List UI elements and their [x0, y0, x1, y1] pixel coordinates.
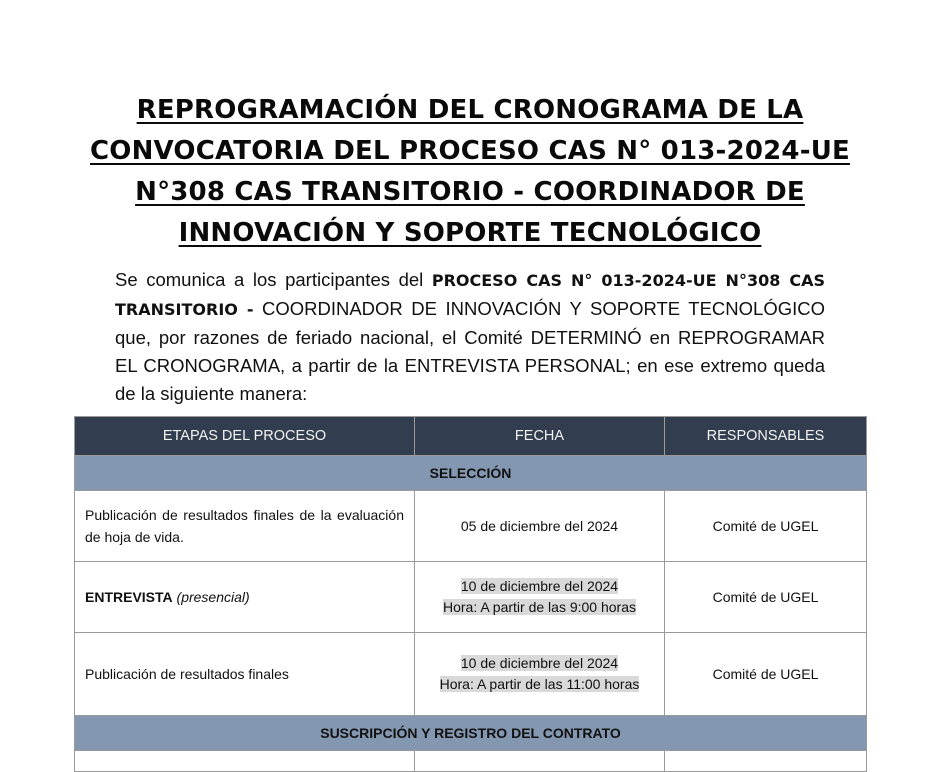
time-text: Hora: A partir de las 9:00 horas: [443, 599, 636, 615]
header-etapas: ETAPAS DEL PROCESO: [75, 417, 415, 456]
date-cell: [415, 751, 665, 772]
section-seleccion: SELECCIÓN: [75, 456, 867, 491]
intro-text-end: COORDINADOR DE INNOVACIÓN Y SOPORTE TECNOLÓGICO que, por razones de feriado nacional, el Comité DETERMINÓ en REPROGRAMAR EL CRONOGRAMA, a partir de la ENTREVISTA PERSONAL; en ese extremo queda de la siguiente manera:: [115, 298, 826, 404]
table-row: [75, 751, 867, 772]
stage-cell: Publicación de resultados finales: [75, 633, 415, 716]
header-responsables: RESPONSABLES: [665, 417, 867, 456]
intro-paragraph: [115, 266, 825, 408]
table-row: [75, 633, 867, 716]
responsible-cell: [665, 751, 867, 772]
date-cell: [415, 562, 665, 633]
document-title: REPROGRAMACIÓN DEL CRONOGRAMA DE LA CONVOCATORIA DEL PROCESO CAS N° 013-2024-UE N°308 CAS TRANSITORIO - COORDINADOR DE INNOVACIÓN Y SOPORTE TECNOLÓGICO: [90, 95, 850, 248]
section-row-contrato: [75, 716, 867, 751]
stage-cell: Publicación de resultados finales de la evaluación de hoja de vida.: [75, 491, 415, 562]
header-fecha: FECHA: [415, 417, 665, 456]
date-text: 10 de diciembre del 2024: [460, 578, 619, 594]
intro-process-name: PROCESO CAS N° 013-2024-UE N°308 CAS TRANSITORIO -: [115, 271, 826, 319]
stage-cell: [75, 751, 415, 772]
responsible-cell: Comité de UGEL: [665, 562, 867, 633]
stage-cell: [75, 562, 415, 633]
responsible-cell: Comité de UGEL: [665, 491, 867, 562]
date-text: 10 de diciembre del 2024: [460, 655, 619, 671]
table-header-row: [75, 417, 867, 456]
intro-text-start: Se comunica a los participantes del: [115, 269, 432, 290]
date-cell: 05 de diciembre del 2024: [415, 491, 665, 562]
section-row-seleccion: [75, 456, 867, 491]
date-cell: [415, 633, 665, 716]
time-text: Hora: A partir de las 11:00 horas: [439, 676, 640, 692]
section-contrato: SUSCRIPCIÓN Y REGISTRO DEL CONTRATO: [75, 716, 867, 751]
stage-label: ENTREVISTA: [85, 589, 173, 605]
table-row: [75, 562, 867, 633]
schedule-table: [74, 416, 867, 772]
table-row: [75, 491, 867, 562]
responsible-cell: Comité de UGEL: [665, 633, 867, 716]
stage-modality: (presencial): [176, 589, 250, 605]
